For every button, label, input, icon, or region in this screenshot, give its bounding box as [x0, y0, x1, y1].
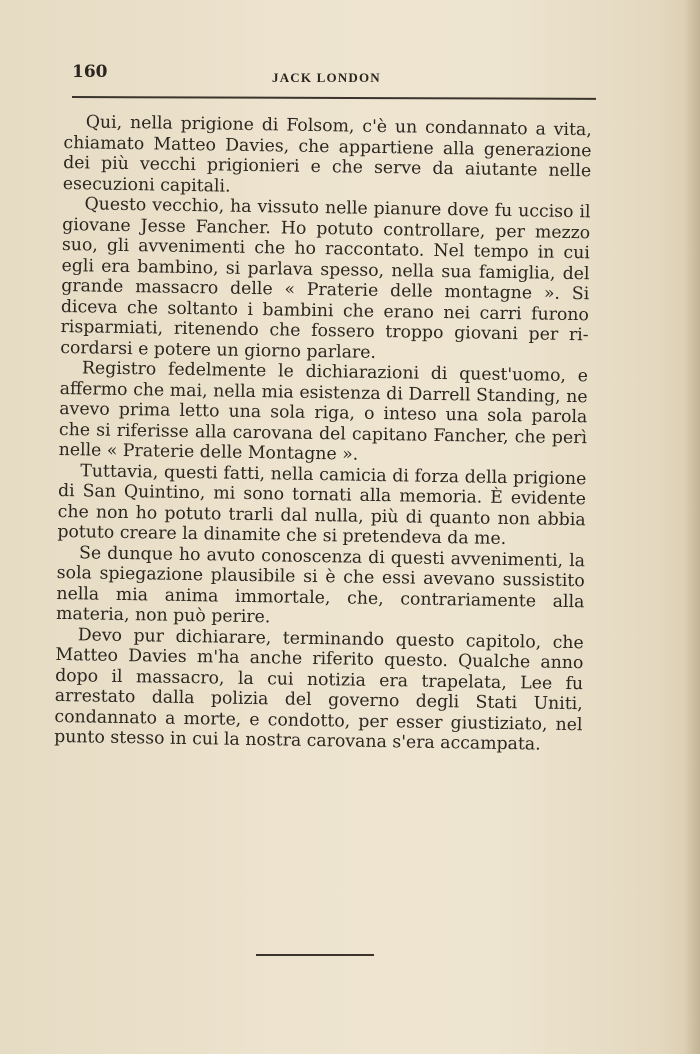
paragraph: Devo pur dichiarare, terminando questo capitolo, che Matteo Davies m'ha anche riferito questo. Qualche anno dopo il massacro, la cui notizia era trapelata, Lee fu arrestato dalla polizia del governo degli Stati Uniti, condannato a morte, e condotto, per esser giustiziato, nel punto stesso in cui la nostra carovana s'era accampata. [54, 624, 584, 755]
page-edge-shadow [684, 0, 700, 1054]
paragraph: Registro fedelmente le dichiarazioni di quest'uomo, e affermo che mai, nella mia esistenza di Darrell Standing, ne avevo prima letto una sola riga, o inteso una sola parola che si riferisse alla carovana del capitano Fancher, che perì nelle « Praterie delle Montagne ». [58, 358, 589, 465]
paragraph: Questo vecchio, ha vissuto nelle pianure dove fu ucciso il giovane Jesse Fancher. Ho potuto controllare, per mezzo suo, gli avvenimenti che ho raccontato. Nel tempo in cui egli era bambino, si parlava spesso, nella sua famiglia, del grande massacro delle « Praterie delle montagne ». Si diceva che soltanto i bambini che erano nei carri furono risparmiati, ritenendo che fossero troppo giovani per ricordarsi e potere un giorno parlare. [60, 194, 591, 363]
paragraph: Qui, nella prigione di Folsom, c'è un condannato a vita, chiamato Matteo Davies, che appartiene alla generazione dei più vecchi prigionieri e che serve da aiutante nelle esecuzioni capitali. [62, 112, 592, 197]
page-number: 160 [72, 62, 108, 82]
page-header [72, 62, 594, 92]
header-rule [72, 96, 596, 100]
paragraph: Se dunque ho avuto conoscenza di questi avvenimenti, la sola spiegazione plausibile si è che essi avevano sussistito nella mia anima immortale, che, contrariamente alla materia, non può perire. [55, 542, 586, 628]
paragraph: Tuttavia, questi fatti, nella camicia di forza della prigione di San Quintino, mi sono tornati alla memoria. È evidente che non ho potuto trarli dal nulla, più di quanto non abbia potuto creare la dinamite che si pretendeva da me. [57, 460, 587, 549]
chapter-end-rule [256, 954, 374, 956]
running-head: JACK LONDON [272, 70, 381, 85]
body-text [54, 112, 592, 756]
